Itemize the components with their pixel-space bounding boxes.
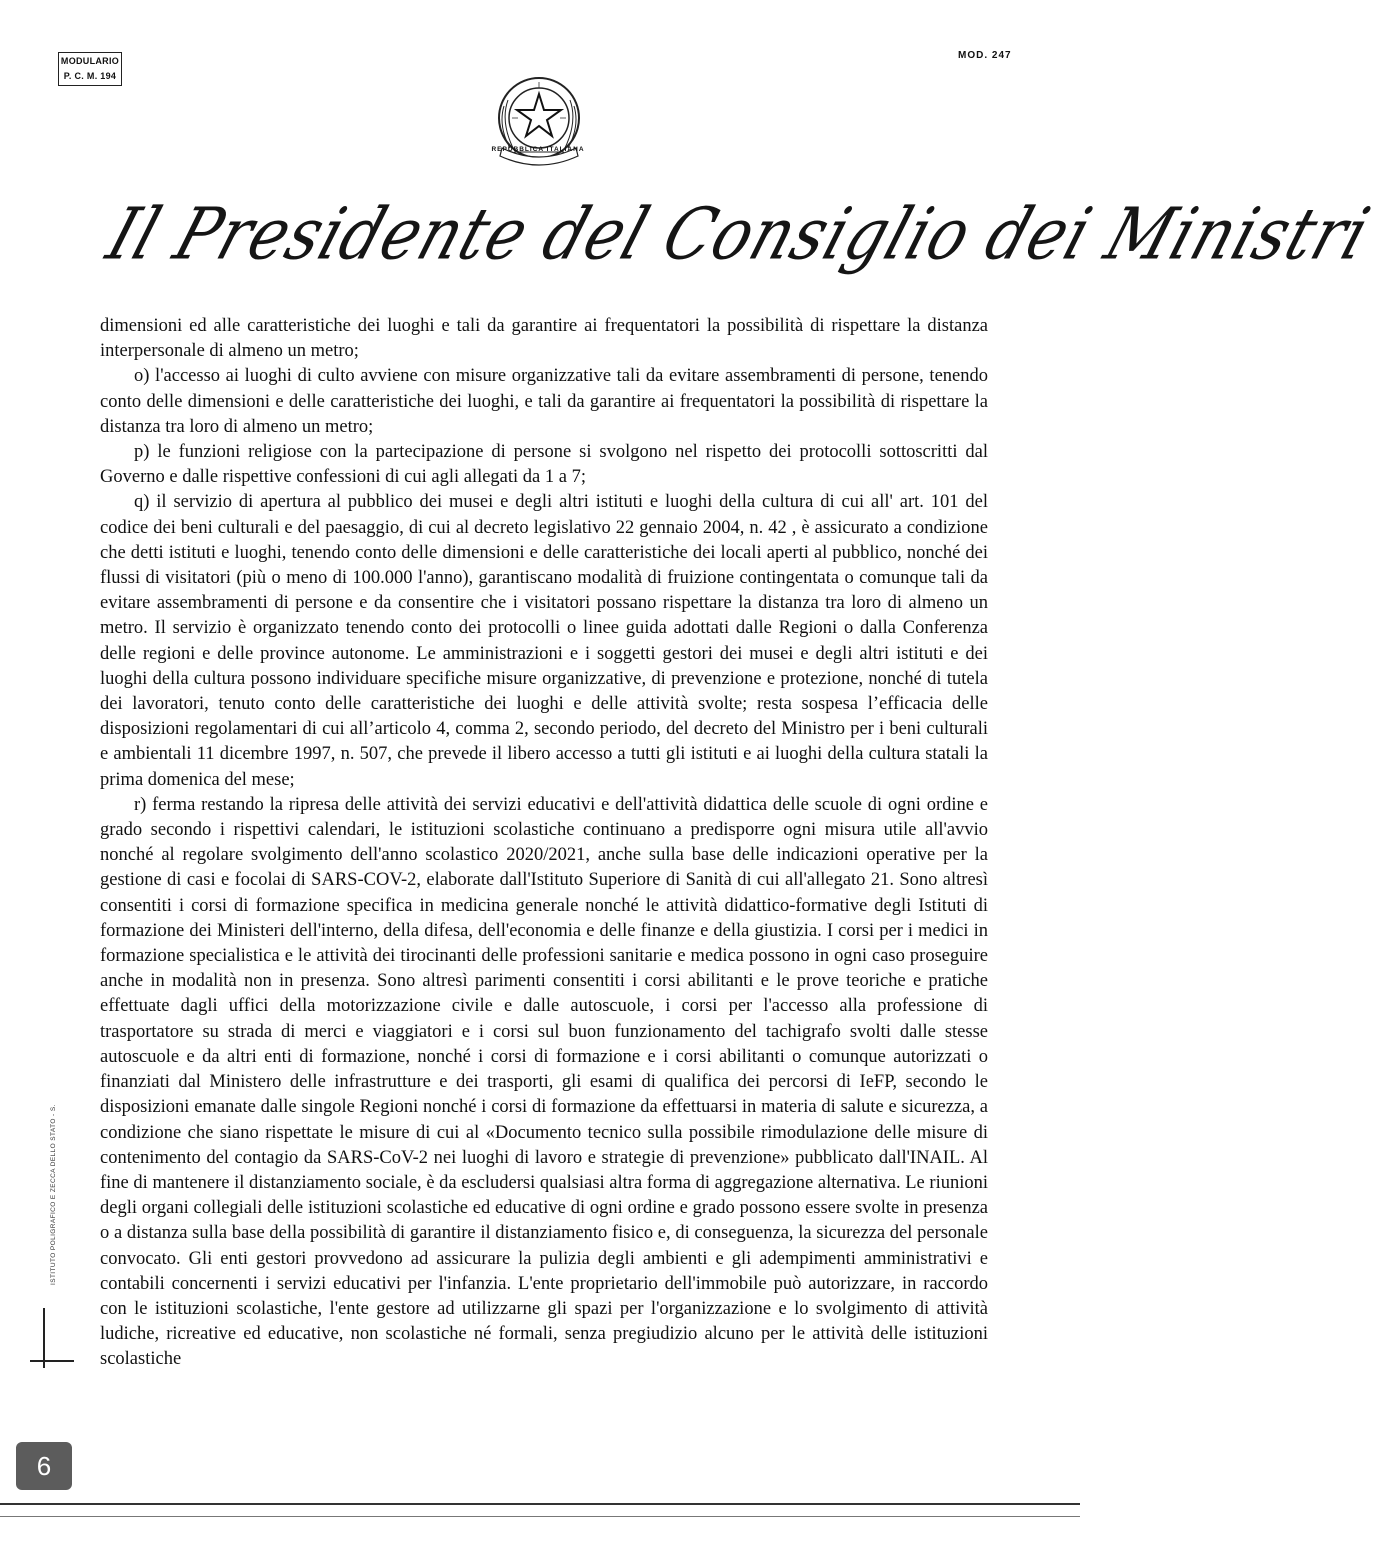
- paragraph-continuation: dimensioni ed alle caratteristiche dei luoghi e tali da garantire ai frequentatori la possibilità di rispettare la distanza interpersonale di almeno un metro;: [100, 316, 988, 362]
- modulario-box: [58, 52, 122, 86]
- paragraph-p: p) le funzioni religiose con la partecipazione di persone si svolgono nel rispetto dei protocolli sottoscritti dal Governo e dalle rispettive confessioni di cui agli allegati da 1 a 7;: [100, 442, 988, 488]
- printer-side-note-text: ISTITUTO POLIGRAFICO E ZECCA DELLO STATO - S.: [50, 1104, 57, 1285]
- page-bottom-divider: [0, 1503, 1080, 1505]
- margin-horizontal-mark: [30, 1360, 74, 1362]
- modulario-line-1: MODULARIO: [60, 56, 120, 66]
- script-title: Il Presidente del Consiglio dei Ministri: [97, 192, 1380, 276]
- paragraph-o: o) l'accesso ai luoghi di culto avviene con misure organizzative tali da evitare assembramenti di persone, tenendo conto delle dimensioni e delle caratteristiche dei luoghi, e tali da garantire ai frequentatori la possibilità di rispettare la distanza tra loro di almeno un metro;: [100, 366, 988, 437]
- modulario-line-2: P. C. M. 194: [63, 71, 117, 81]
- republic-emblem-icon: [484, 66, 594, 176]
- page-number-badge[interactable]: 6: [16, 1442, 72, 1490]
- script-heading: [80, 172, 1380, 302]
- emblem-ribbon-text: REPUBBLICA ITALIANA: [491, 146, 585, 153]
- printer-side-note: [50, 1075, 60, 1285]
- page-bottom-divider-secondary: [0, 1516, 1080, 1517]
- paragraph-r: r) ferma restando la ripresa delle attività dei servizi educativi e dell'attività didattica delle scuole di ogni ordine e grado secondo i rispettivi calendari, le istituzioni scolastiche continuano a predisporre ogni misura utile all'avvio nonché al regolare svolgimento dell'anno scolastico 2020/2021, anche sulla base delle indicazioni operative per la gestione di casi e focolai di SARS-COV-2, elaborate dall'Istituto Superiore di Sanità di cui all'allegato 21. Sono altresì consentiti i corsi di formazione specifica in medicina generale nonché le attività didattico-formative degli Istituti di formazione dei Ministeri dell'interno, della difesa, dell'economia e delle finanze e della giustizia. I corsi per i medici in formazione specialistica e le attività dei tirocinanti delle professioni sanitarie e medica possono in ogni caso proseguire anche in modalità non in presenza. Sono altresì parimenti consentiti i corsi abilitanti e le prove teoriche e pratiche effettuate dagli uffici della motorizzazione civile e dalle autoscuole, i corsi per l'accesso alla professione di trasportatore su strada di merci e viaggiatori e i corsi sul buon funzionamento del tachigrafo svolti dalle stesse autoscuole e da altri enti di formazione, nonché i corsi di formazione e i corsi abilitanti o comunque autorizzati o finanziati dal Ministero delle infrastrutture e dei trasporti, gli esami di qualifica dei percorsi di IeFP, secondo le disposizioni emanate dalle singole Regioni nonché i corsi di formazione da effettuarsi in materia di salute e sicurezza, a condizione che siano rispettate le misure di cui al «Documento tecnico sulla possibile rimodulazione delle misure di contenimento del contagio da SARS-CoV-2 nei luoghi di lavoro e strategie di prevenzione» pubblicato dall'INAIL. Al fine di mantenere il distanziamento sociale, è da escludersi qualsiasi altra forma di aggregazione alternativa. Le riunioni degli organi collegiali delle istituzioni scolastiche ed educative di ogni ordine e grado possono essere svolte in presenza o a distanza sulla base della possibilità di garantire il distanziamento fisico e, di conseguenza, la sicurezza del personale convocato. Gli enti gestori provvedono ad assicurare la pulizia degli ambienti e gli adempimenti amministrativi e contabili concernenti i servizi educativi per l'infanzia. L'ente proprietario dell'immobile può autorizzare, in raccordo con le istituzioni scolastiche, l'ente gestore ad utilizzarne gli spazi per l'organizzazione e lo svolgimento di attività ludiche, ricreative ed educative, non scolastiche né formali, senza pregiudizio alcuno per le attività delle istituzioni scolastiche: [100, 794, 988, 1370]
- margin-vertical-mark: [43, 1308, 45, 1368]
- form-code: MOD. 247: [958, 50, 1012, 61]
- document-body: [100, 314, 988, 1373]
- paragraph-q: q) il servizio di apertura al pubblico dei musei e degli altri istituti e luoghi della cultura di cui all' art. 101 del codice dei beni culturali e del paesaggio, di cui al decreto legislativo 22 gennaio 2004, n. 42 , è assicurato a condizione che detti istituti e luoghi, tenendo conto delle dimensioni e delle caratteristiche dei locali aperti al pubblico, nonché dei flussi di visitatori (più o meno di 100.000 l'anno), garantiscano modalità di fruizione contingentata o comunque tali da evitare assembramenti di persone e da consentire che i visitatori possano rispettare la distanza tra loro di almeno un metro. Il servizio è organizzato tenendo conto dei protocolli o linee guida adottati dalle Regioni o dalla Conferenza delle regioni e delle province autonome. Le amministrazioni e i soggetti gestori dei musei e degli altri istituti e dei luoghi della cultura possono individuare specifiche misure organizzative, di prevenzione e protezione, nonché di tutela dei lavoratori, tenuto conto delle caratteristiche dei luoghi e delle attività svolte; resta sospesa l’efficacia delle disposizioni regolamentari di cui all’articolo 4, comma 2, secondo periodo, del decreto del Ministro per i beni culturali e ambientali 11 dicembre 1997, n. 507, che prevede il libero accesso a tutti gli istituti e ai luoghi della cultura statali la prima domenica del mese;: [100, 492, 988, 790]
